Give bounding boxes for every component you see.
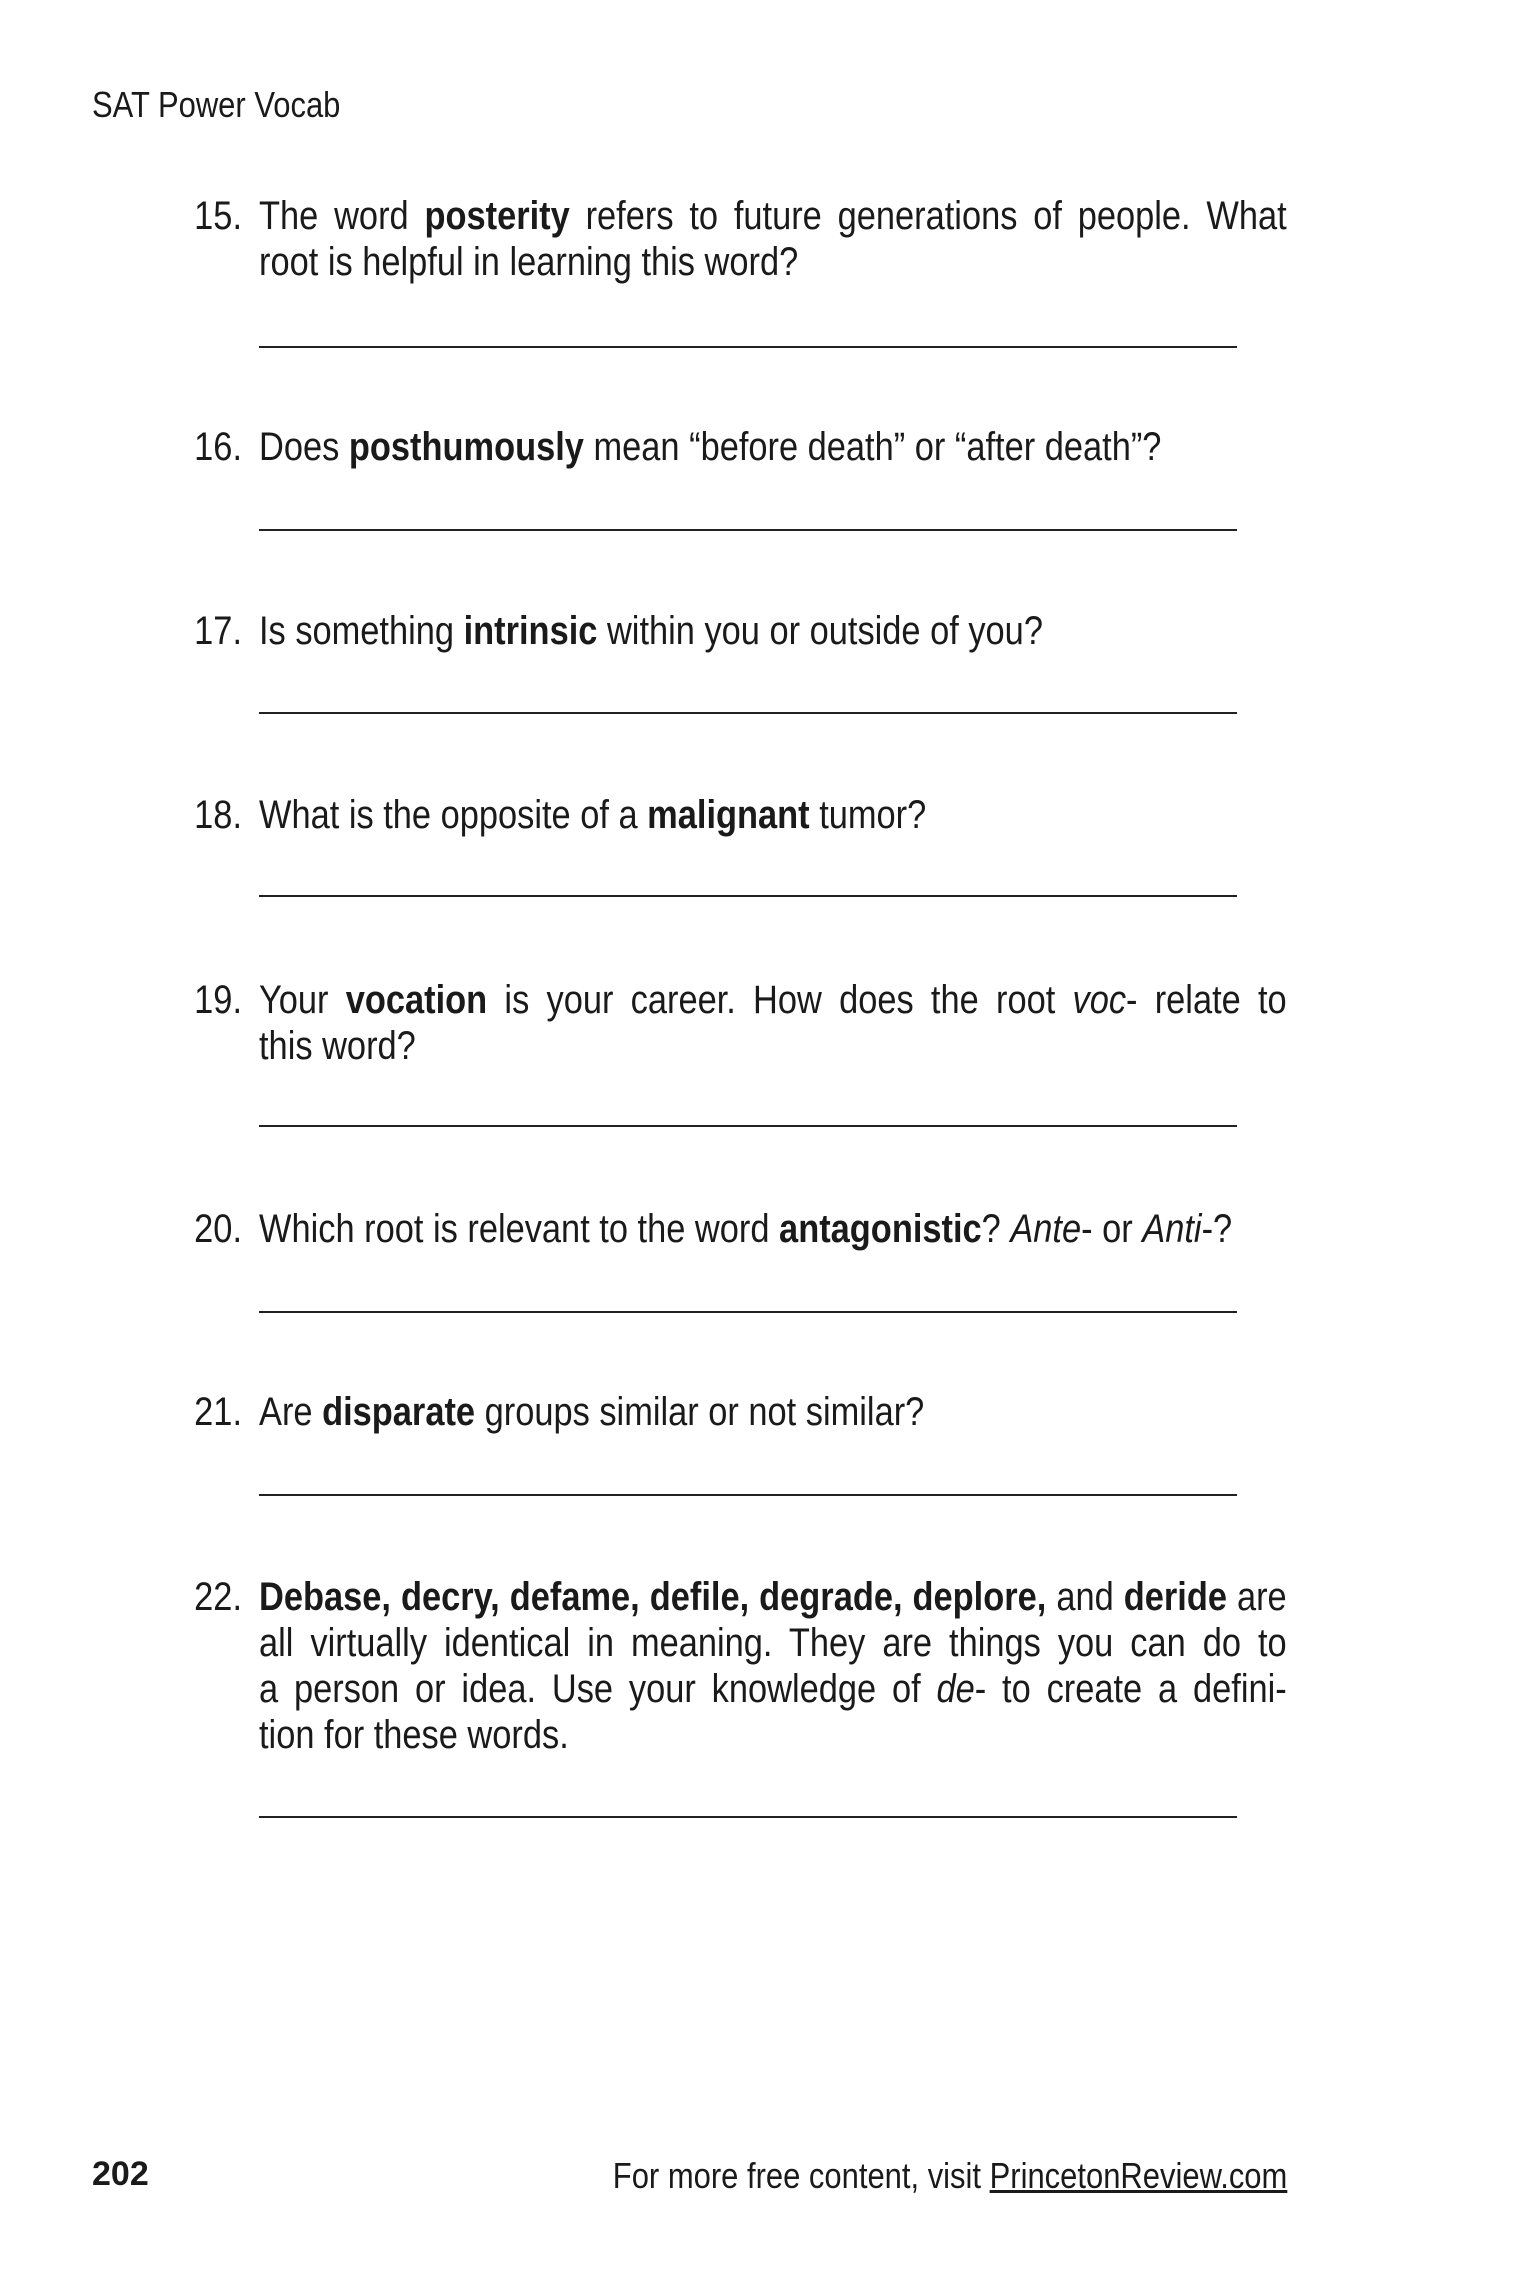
- text-run: refers to future generations of people. What: [569, 194, 1287, 238]
- question-text: [259, 977, 1287, 1069]
- question-text: [259, 1574, 1287, 1758]
- text-line: [259, 608, 1287, 654]
- text-run: root is helpful in learning this word?: [259, 240, 799, 284]
- answer-line[interactable]: [259, 1311, 1237, 1313]
- text-run: tion for these words.: [259, 1713, 569, 1757]
- answer-line[interactable]: [259, 346, 1237, 348]
- text-run: are: [1226, 1575, 1287, 1619]
- text-run: all virtually identical in meaning. They are things you can do to: [259, 1621, 1287, 1665]
- text-run: ?: [981, 1207, 1011, 1251]
- answer-line[interactable]: [259, 529, 1237, 531]
- question-number: 17.: [194, 609, 242, 653]
- vocab-term: vocation: [345, 978, 488, 1022]
- vocab-term: posterity: [424, 194, 570, 238]
- text-line: [259, 1389, 1287, 1435]
- vocab-term: intrinsic: [463, 609, 598, 653]
- page-number: 202: [92, 2155, 149, 2193]
- answer-line[interactable]: [259, 1125, 1237, 1127]
- root-text: Anti: [1142, 1207, 1202, 1251]
- question-number: 20.: [194, 1207, 242, 1251]
- text-run: and: [1046, 1575, 1124, 1619]
- question-text: [259, 608, 1287, 654]
- text-line: [259, 1206, 1287, 1252]
- answer-line[interactable]: [259, 895, 1237, 897]
- question-text: [259, 1389, 1287, 1435]
- text-run: Is something: [259, 609, 464, 653]
- question-number: 21.: [194, 1390, 242, 1434]
- text-run: What is the opposite of a: [259, 793, 648, 837]
- vocab-term: disparate: [322, 1390, 476, 1434]
- root-text: Ante: [1010, 1207, 1082, 1251]
- text-run: is your career. How does the root: [487, 978, 1073, 1022]
- running-header: SAT Power Vocab: [92, 84, 341, 125]
- text-run: a person or idea. Use your knowledge of: [259, 1667, 937, 1711]
- question-number: 18.: [194, 793, 242, 837]
- text-run: Which root is relevant to the word: [259, 1207, 780, 1251]
- root-text: voc: [1072, 978, 1127, 1022]
- question-text: [259, 1206, 1287, 1252]
- answer-line[interactable]: [259, 712, 1237, 714]
- answer-line[interactable]: [259, 1494, 1237, 1496]
- text-run: The word: [259, 194, 425, 238]
- vocab-term: Debase, decry, defame, defile, degrade, deplore,: [259, 1575, 1047, 1619]
- text-line: [259, 1574, 1287, 1620]
- question-number: 19.: [194, 978, 242, 1022]
- question-text: [259, 424, 1287, 470]
- question-number: 22.: [194, 1575, 242, 1619]
- root-text: de: [936, 1667, 975, 1711]
- text-run: mean “before death” or “after death”?: [583, 425, 1162, 469]
- text-run: Your: [259, 978, 346, 1022]
- text-run: this word?: [259, 1024, 416, 1068]
- text-line: [259, 424, 1287, 470]
- question-text: [259, 792, 1287, 838]
- text-run: - relate to: [1126, 978, 1287, 1022]
- text-run: tumor?: [809, 793, 927, 837]
- question-number: 15.: [194, 194, 242, 238]
- text-run: groups similar or not similar?: [475, 1390, 925, 1434]
- text-run: - or: [1081, 1207, 1143, 1251]
- vocab-term: antagonistic: [779, 1207, 982, 1251]
- question-text: [259, 193, 1287, 285]
- vocab-term: deride: [1123, 1575, 1227, 1619]
- vocab-term: posthumously: [348, 425, 584, 469]
- text-run: within you or outside of you?: [597, 609, 1043, 653]
- text-line: [259, 239, 1287, 285]
- text-line: [259, 1023, 1287, 1069]
- text-line: [259, 977, 1287, 1023]
- text-line: [259, 792, 1287, 838]
- text-run: - to create a defini-: [974, 1667, 1287, 1711]
- text-line: [259, 1620, 1287, 1666]
- text-line: [259, 193, 1287, 239]
- text-run: -?: [1201, 1207, 1233, 1251]
- princeton-review-link[interactable]: PrincetonReview.com: [989, 2155, 1287, 2196]
- text-line: [259, 1666, 1287, 1712]
- text-line: [259, 1712, 1287, 1758]
- footer-text: For more free content, visit: [612, 2155, 990, 2196]
- footer-note: [612, 2155, 1287, 2197]
- text-run: Are: [259, 1390, 323, 1434]
- question-number: 16.: [194, 425, 242, 469]
- vocab-term: malignant: [647, 793, 810, 837]
- answer-line[interactable]: [259, 1816, 1237, 1818]
- text-run: Does: [259, 425, 349, 469]
